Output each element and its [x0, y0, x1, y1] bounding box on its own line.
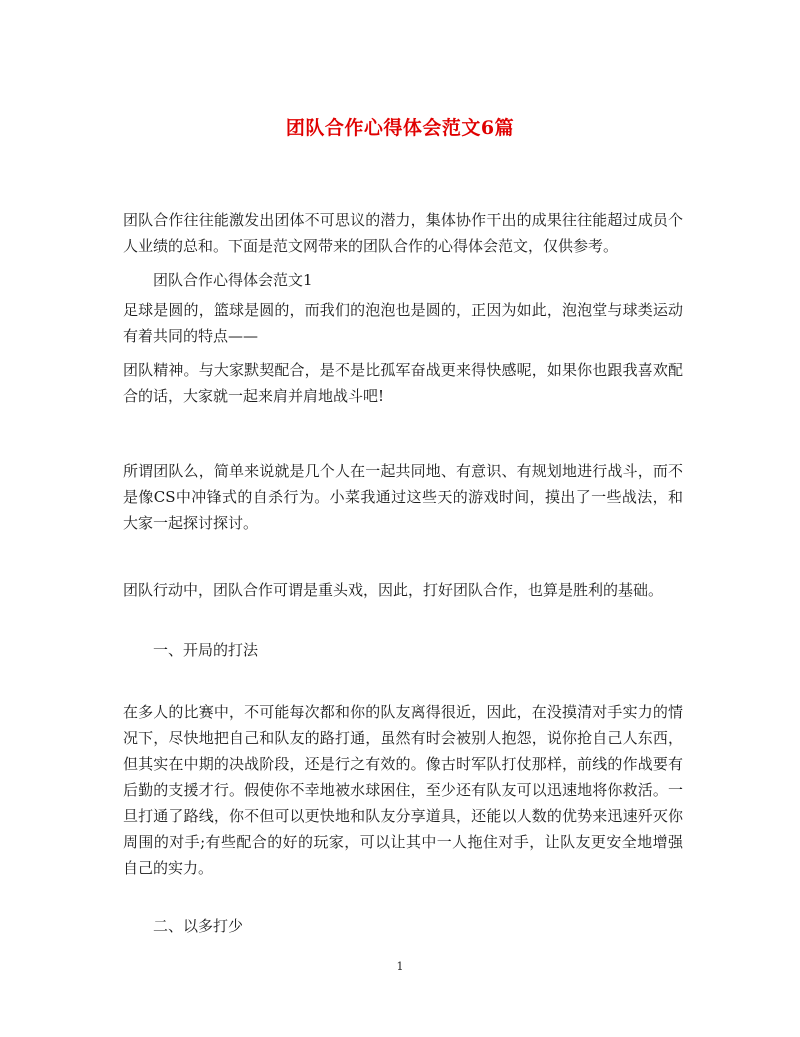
body-paragraph: 所谓团队么，简单来说就是几个人在一起共同地、有意识、有规划地进行战斗，而不是像CS中冲锋式的自杀行为。小菜我通过这些天的游戏时间，摸出了一些战法，和大家一起探讨探讨。 [123, 462, 683, 532]
document-title: 团队合作心得体会范文6篇 [285, 117, 515, 139]
body-paragraph: 足球是圆的，篮球是圆的，而我们的泡泡也是圆的，正因为如此，泡泡堂与球类运动有着共同的特点—— [123, 301, 683, 345]
subheading: 二、以多打少 [153, 917, 244, 935]
section-heading: 团队合作心得体会范文1 [153, 271, 313, 289]
body-paragraph: 团队精神。与大家默契配合，是不是比孤军奋战更来得快感呢，如果你也跟我喜欢配合的话，大家就一起来肩并肩地战斗吧! [123, 361, 683, 405]
body-paragraph: 团队行动中，团队合作可谓是重头戏，因此，打好团队合作，也算是胜利的基础。 [123, 581, 664, 599]
subheading: 一、开局的打法 [153, 641, 259, 659]
page-number: 1 [396, 960, 404, 973]
body-paragraph: 在多人的比赛中，不可能每次都和你的队友离得很近，因此，在没摸清对手实力的情况下，尽快地把自己和队友的路打通，虽然有时会被别人抱怨，说你抢自己人东西，但其实在中期的决战阶段，还是行之有效的。像古时军队打仗那样，前线的作战要有后勤的支援才行。假使你不幸地被水球困住，至少还有队友可以迅速地将你救活。一旦打通了路线，你不但可以更快地和队友分享道具，还能以人数的优势来迅速歼灭你周围的对手;有些配合的好的玩家，可以让其中一人拖住对手，让队友更安全地增强自己的实力。 [123, 703, 683, 877]
intro-paragraph: 团队合作往往能激发出团体不可思议的潜力，集体协作干出的成果往往能超过成员个人业绩的总和。下面是范文网带来的团队合作的心得体会范文，仅供参考。 [123, 211, 683, 255]
